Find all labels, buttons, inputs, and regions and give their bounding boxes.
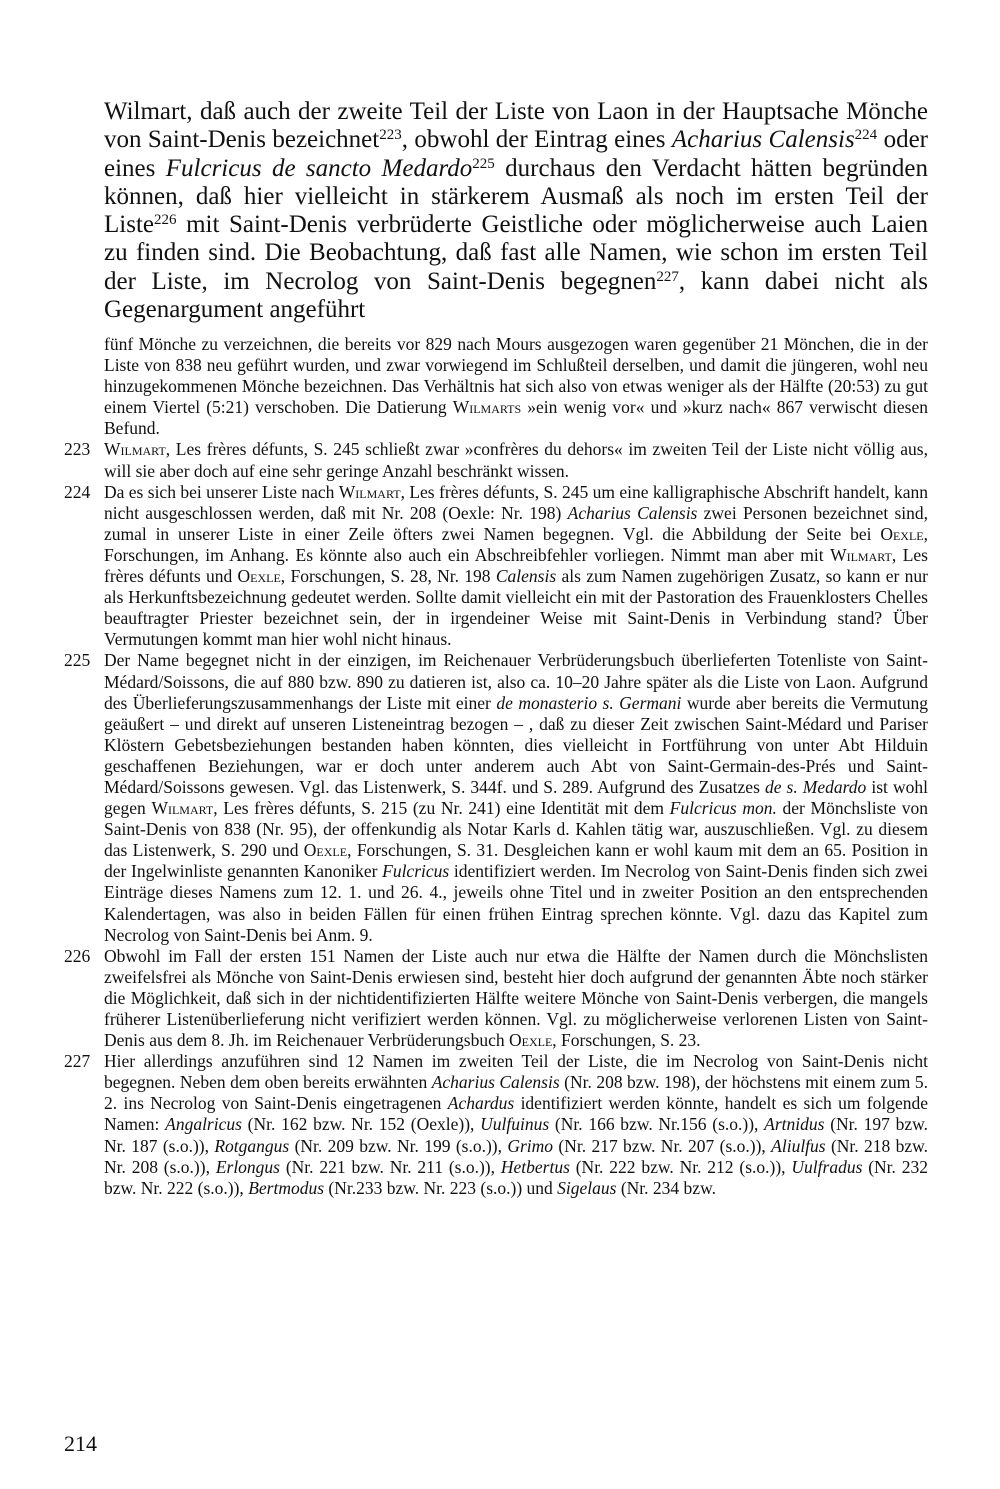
main-text <box>104 98 928 324</box>
footnote-number: 226 <box>64 945 91 966</box>
italic-name: de monasterio s. Germani <box>496 692 682 713</box>
footnote-continuation <box>64 334 928 439</box>
footnote-number: 223 <box>64 439 91 460</box>
italic-name: Hetbertus <box>500 1156 570 1177</box>
author-name: Oexle <box>237 566 281 587</box>
italic-name: Grimo <box>507 1135 554 1156</box>
italic-name: Artnidus <box>764 1114 825 1135</box>
author-name: Oexle <box>880 523 924 544</box>
text-run: , kann dabei nicht als Gegenargument angeführt <box>104 267 928 324</box>
italic-name: Acharius Calensis <box>431 1072 560 1093</box>
footnote-ref-224[interactable]: 224 <box>854 127 878 144</box>
italic-name: Sigelaus <box>557 1177 617 1198</box>
footnote-text: Da es sich bei unserer Liste nach Wilmart, Les frères défunts, S. 245 um eine kalligraphische Abschrift handelt, kann nicht ausgeschlossen werden, daß mit Nr. 208 (Oexle: Nr. 198) Acharius Calensis zwei Personen bezeichnet sind, zumal in unserer Liste in einer Zeile öfters zwei Namen begegnen. Vgl. die Abbildung der Seite bei Oexle, Forschungen, im Anhang. Es könnte also auch ein Abschreibfehler vorliegen. Nimmt man aber mit Wilmart, Les frères défunts und Oexle, Forschungen, S. 28, Nr. 198 Calensis als zum Namen zugehörigen Zusatz, so kann er nur als Herkunftsbezeichnung gedeutet werden. Sollte damit vielleicht ein mit der Pastoration des Frauenklosters Chelles beauftragter Priester bezeichnet sein, der in irgendeiner Weise mit Saint-Denis in Verbindung stand? Über Vermutungen kommt man hier wohl nicht hinaus. <box>104 481 928 650</box>
text-run: oder eines <box>104 126 928 182</box>
italic-name: de s. Medardo <box>764 776 867 797</box>
author-name: Wilmarts <box>452 397 522 418</box>
author-name: Oexle <box>303 840 348 861</box>
footnote-ref-227[interactable]: 227 <box>656 268 679 285</box>
italic-name: Uulfradus <box>791 1156 863 1177</box>
page-number: 214 <box>64 1431 97 1456</box>
italic-name: Fulcricus de sancto Medardo <box>165 154 473 182</box>
italic-name: Fulcricus <box>382 861 450 882</box>
footnote-224 <box>64 482 928 651</box>
italic-name: Acharius Calensis <box>671 126 855 154</box>
author-name: Wilmart <box>830 544 892 565</box>
footnote-ref-225[interactable]: 225 <box>472 155 495 172</box>
footnote-number: 224 <box>64 481 91 502</box>
italic-name: Calensis <box>495 566 557 587</box>
text-run: mit Saint-Denis verbrüderte Geistliche oder möglicherweise auch Laien zu finden sind. Die Beobachtung, daß fast alle Namen, wie schon im ersten Teil der Liste, im Necrolog von Saint-Denis begegnen <box>104 211 928 295</box>
footnote-226 <box>64 946 928 1051</box>
footnote-223 <box>64 439 928 481</box>
author-name: Wilmart <box>151 798 214 819</box>
footnote-text: Wilmart, Les frères défunts, S. 245 schließt zwar »confrères du dehors« im zweiten Teil der Liste nicht völlig aus, will sie aber doch auf eine sehr geringe Anzahl beschränkt wissen. <box>104 439 928 481</box>
footnote-text: Obwohl im Fall der ersten 151 Namen der Liste auch nur etwa die Hälfte der Namen durch die Mönchslisten zweifelsfrei als Mönche von Saint-Denis erwiesen sind, besteht hier doch aufgrund der genannten Äbte noch stärker die Möglichkeit, daß sich in der nichtidentifizierten Hälfte weitere Mönche von Saint-Denis verbergen, die mangels früherer Listenüberlieferung nicht verifiziert werden können. Vgl. zu möglicherweise verlorenen Listen von Saint-Denis aus dem 8. Jh. im Reichenauer Verbrüderungsbuch Oexle, Forschungen, S. 23. <box>104 945 928 1051</box>
footnote-227 <box>64 1051 928 1199</box>
italic-name: Uulfuinus <box>480 1114 550 1135</box>
italic-name: Achardus <box>447 1093 515 1114</box>
footnote-text: Hier allerdings anzuführen sind 12 Namen im zweiten Teil der Liste, die im Necrolog von Saint-Denis nicht begegnen. Neben dem oben bereits erwähnten Acharius Calensis (Nr. 208 bzw. 198), der höchstens mit einem zum 5. 2. ins Necrolog von Saint-Denis eingetragenen Achardus identifiziert werden könnte, handelt es sich um folgende Namen: Angalricus (Nr. 162 bzw. Nr. 152 (Oexle)), Uulfuinus (Nr. 166 bzw. Nr.156 (s.o.)), Artnidus (Nr. 197 bzw. Nr. 187 (s.o.)), Rotgangus (Nr. 209 bzw. Nr. 199 (s.o.)), Grimo (Nr. 217 bzw. Nr. 207 (s.o.)), Aliulfus (Nr. 218 bzw. Nr. 208 (s.o.)), Erlongus (Nr. 221 bzw. Nr. 211 (s.o.)), Hetbertus (Nr. 222 bzw. Nr. 212 (s.o.)), Uulfradus (Nr. 232 bzw. Nr. 222 (s.o.)), Bertmodus (Nr.233 bzw. Nr. 223 (s.o.)) und Sigelaus (Nr. 234 bzw. <box>104 1051 929 1198</box>
author-name: Wilmart <box>104 439 166 460</box>
italic-name: Angalricus <box>165 1114 242 1135</box>
text-run: durchaus den Verdacht hätten begründen können, daß hier vielleicht in stärkerem Ausmaß als noch im ersten Teil der Liste <box>104 154 928 239</box>
footnotes <box>64 334 928 1199</box>
footnote-text: fünf Mönche zu verzeichnen, die bereits vor 829 nach Mours ausgezogen waren gegenüber 21 Mönchen, die in der Liste von 838 neu geführt wurden, und zwar vorwiegend im Schlußteil derselben, und damit die jüngeren, wohl neu hinzugekommenen Mönche bezeichnen. Das Verhältnis hat sich also von etwas weniger als der Hälfte (20:53) zu gut einem Viertel (5:21) verschoben. Die Datierung Wilmarts »ein wenig vor« und »kurz nach« 867 verwischt diesen Befund. <box>104 334 928 439</box>
italic-name: Aliulfus <box>771 1135 826 1156</box>
text-run: , obwohl der Eintrag eines <box>401 126 672 154</box>
footnote-ref-223[interactable]: 223 <box>379 127 402 144</box>
footnote-ref-226[interactable]: 226 <box>154 211 177 228</box>
footnote-225 <box>64 650 928 945</box>
author-name: Oexle <box>509 1030 553 1051</box>
footnote-number: 225 <box>64 650 91 671</box>
text-run: Wilmart, daß auch der zweite Teil der Liste von Laon in der Hauptsache Mönche von Saint-Denis bezeichnet <box>104 98 928 154</box>
italic-name: Fulcricus mon. <box>669 798 777 819</box>
footnote-text: Der Name begegnet nicht in der einzigen, im Reichenauer Verbrüderungsbuch überlieferten Totenliste von Saint-Médard/Soissons, die auf 880 bzw. 890 zu datieren ist, also ca. 10–20 Jahre später als die Liste von Laon. Aufgrund des Überlieferungszusammenhangs der Liste mit einer de monasterio s. Germani wurde aber bereits die Vermutung geäußert – und direkt auf unseren Listeneintrag bezogen – , daß zu dieser Zeit zwischen Saint-Médard und Pariser Klöstern Gebetsbeziehungen bestanden haben könnten, dies vielleicht in Fortführung von unter Abt Hilduin geschaffenen Beziehungen, war er doch unter anderem auch Abt von Saint-Germain-des-Prés und Saint-Médard/Soissons gewesen. Vgl. das Listenwerk, S. 344f. und S. 289. Aufgrund des Zusatzes de s. Medardo ist wohl gegen Wilmart, Les frères défunts, S. 215 (zu Nr. 241) eine Identität mit dem Fulcricus mon. der Mönchsliste von Saint-Denis von 838 (Nr. 95), der offenkundig als Notar Karls d. Kahlen tätig war, auszuschließen. Vgl. zu diesem das Listenwerk, S. 290 und Oexle, Forschungen, S. 31. Desgleichen kann er wohl kaum mit dem an 65. Position in der Ingelwinliste genannten Kanoniker Fulcricus identifiziert werden. Im Necrolog von Saint-Denis finden sich zwei Einträge dieses Namens zum 12. 1. und 26. 4., jeweils ohne Titel und in zweiter Position an den entsprechenden Kalendertagen, was also in beiden Fällen für einen frühen Eintrag sprechen könnte. Vgl. dazu das Kapitel zum Necrolog von Saint-Denis bei Anm. 9. <box>104 650 928 945</box>
italic-name: Rotgangus <box>214 1135 290 1156</box>
italic-name: Acharius Calensis <box>567 502 698 523</box>
footnote-number: 227 <box>64 1051 91 1072</box>
main-paragraph <box>104 98 928 324</box>
italic-name: Bertmodus <box>248 1177 325 1198</box>
italic-name: Erlongus <box>215 1156 280 1177</box>
author-name: Wilmart <box>338 481 401 502</box>
